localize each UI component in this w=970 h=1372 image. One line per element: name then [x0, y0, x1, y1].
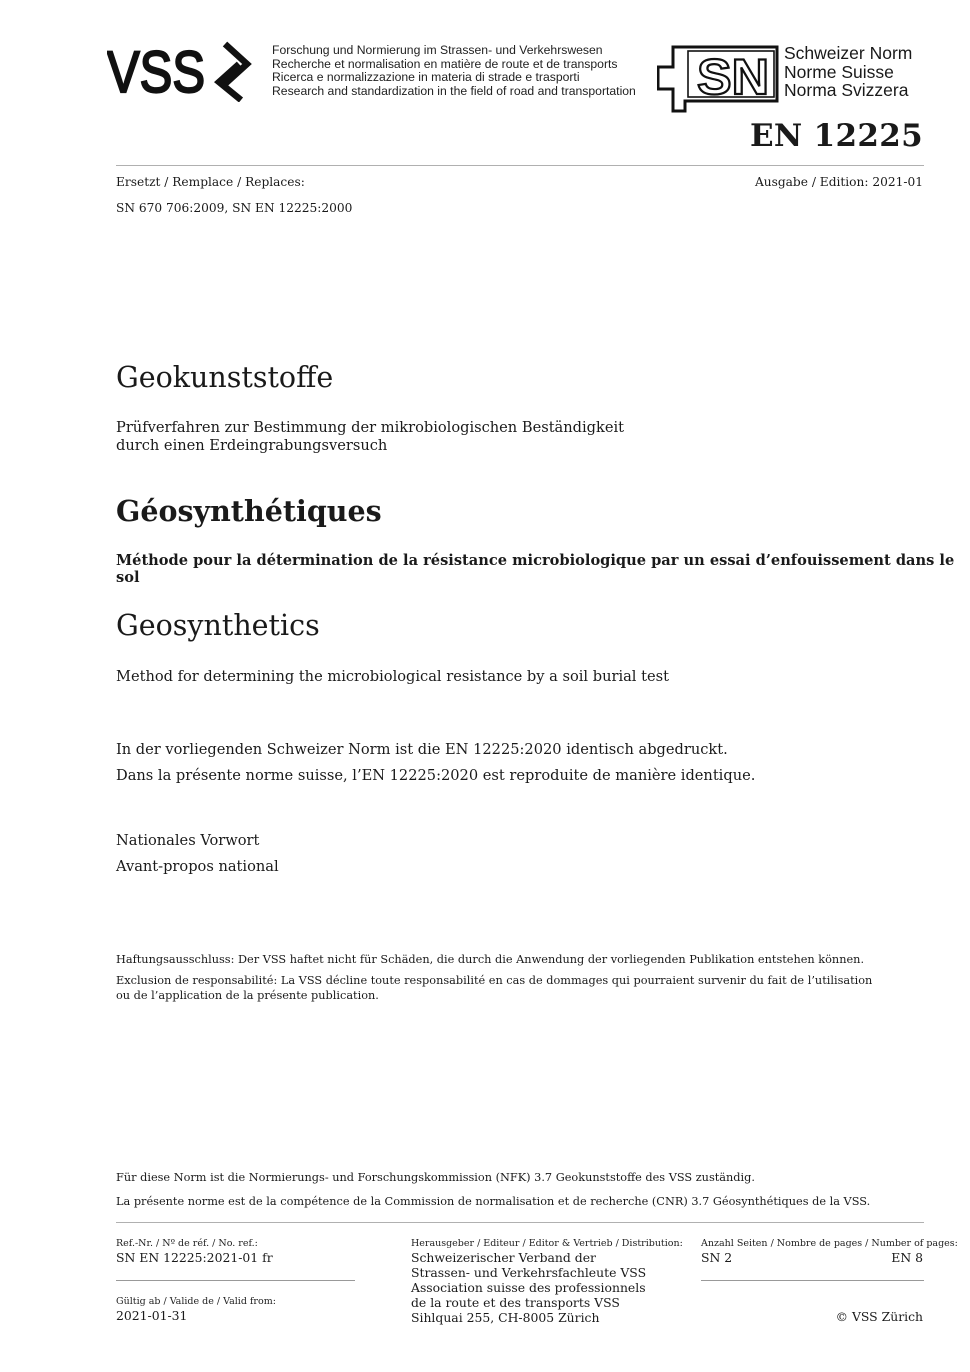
title-de: Geokunststoffe: [116, 361, 334, 394]
subtitle-de-line-1: Prüfverfahren zur Bestimmung der mikrobiologischen Beständigkeit: [116, 419, 625, 436]
footer-ref-divider: [116, 1280, 355, 1281]
vss-line-it: Ricerca e normalizzazione in materia di strade e trasporti: [272, 70, 580, 85]
ref-label: Ref.-Nr. / Nº de réf. / No. ref.:: [116, 1238, 258, 1249]
publisher-line-4: de la route et des transports VSS: [411, 1295, 620, 1310]
header-divider: [116, 165, 924, 166]
publisher-line-3: Association suisse des professionnels: [411, 1280, 646, 1295]
national-foreword: [116, 828, 279, 880]
title-fr: Géosynthétiques: [116, 494, 382, 528]
committee-de: Für diese Norm ist die Normierungs- und Forschungskommission (NFK) 3.7 Geokunststoffe des VSS zuständig.: [116, 1171, 755, 1184]
norm-name-it: Norma Svizzera: [784, 80, 909, 100]
replaces-label: Ersetzt / Remplace / Replaces:: [116, 175, 305, 189]
edition: Ausgabe / Edition: 2021-01: [754, 175, 923, 189]
norm-name-fr: Norme Suisse: [784, 61, 894, 82]
vss-line-en: Research and standardization in the field of road and transportation: [272, 83, 636, 98]
subtitle-de: [116, 419, 624, 455]
vss-line-de: Forschung und Normierung im Strassen- und Verkehrswesen: [272, 43, 603, 57]
sn-logo-text: SN: [697, 49, 769, 105]
norm-name-de: Schweizer Norm: [784, 43, 913, 63]
vss-logo: [107, 40, 267, 102]
vss-logo-text: VSS: [107, 40, 205, 102]
valid-value: 2021-01-31: [116, 1308, 188, 1323]
publisher-line-5: Sihlquai 255, CH-8005 Zürich: [411, 1310, 600, 1325]
disclaimer-fr-line-1: Exclusion de responsabilité: La VSS décline toute responsabilité en cas de dommages qui pourraient survenir du fait de l’utilisation: [116, 974, 873, 987]
valid-label: Gültig ab / Valide de / Valid from:: [116, 1296, 276, 1307]
subtitle-de-line-2: durch einen Erdeingrabungsversuch: [116, 437, 388, 454]
committee-fr: La présente norme est de la compétence de la Commission de normalisation et de recherche (CNR) 3.7 Géosynthétiques de la VSS.: [116, 1195, 871, 1208]
vss-tagline: [272, 44, 636, 98]
sn-logo: [657, 44, 782, 114]
subtitle-fr: Méthode pour la détermination de la résistance microbiologique par un essai d’enfouissement dans le sol: [116, 552, 955, 586]
pages-sn: SN 2: [701, 1250, 733, 1265]
publisher-line-1: Schweizerischer Verband der: [411, 1250, 596, 1265]
identity-statement: [116, 737, 755, 789]
disclaimer-fr: [116, 973, 872, 1003]
footer-pages-divider: [701, 1280, 924, 1281]
subtitle-en: Method for determining the microbiological resistance by a soil burial test: [116, 668, 669, 685]
pages-en: EN 8: [891, 1250, 923, 1265]
pages-label: Anzahl Seiten / Nombre de pages / Number of pages:: [701, 1238, 958, 1249]
national-foreword-fr: Avant-propos national: [116, 858, 279, 875]
copyright: © VSS Zürich: [835, 1309, 923, 1324]
publisher-address: [411, 1250, 646, 1325]
disclaimer-fr-line-2: ou de l’application de la présente publication.: [116, 989, 379, 1002]
identity-statement-de: In der vorliegenden Schweizer Norm ist die EN 12225:2020 identisch abgedruckt.: [116, 741, 728, 758]
identity-statement-fr: Dans la présente norme suisse, l’EN 12225:2020 est reproduite de manière identique.: [116, 767, 756, 784]
norm-names: [784, 44, 912, 100]
publisher-line-2: Strassen- und Verkehrsfachleute VSS: [411, 1265, 647, 1280]
title-en: Geosynthetics: [116, 609, 320, 642]
replaces-value: SN 670 706:2009, SN EN 12225:2000: [116, 201, 353, 215]
publisher-label: Herausgeber / Editeur / Editor & Vertrieb / Distribution:: [411, 1238, 683, 1249]
national-foreword-de: Nationales Vorwort: [116, 832, 260, 849]
ref-value: SN EN 12225:2021-01 fr: [116, 1250, 273, 1265]
standard-number: EN 12225: [749, 118, 923, 154]
vss-line-fr: Recherche et normalisation en matière de route et de transports: [272, 56, 618, 71]
footer-divider: [116, 1222, 924, 1223]
disclaimer-de: Haftungsausschluss: Der VSS haftet nicht für Schäden, die durch die Anwendung der vorliegenden Publikation entstehen können.: [116, 953, 865, 966]
